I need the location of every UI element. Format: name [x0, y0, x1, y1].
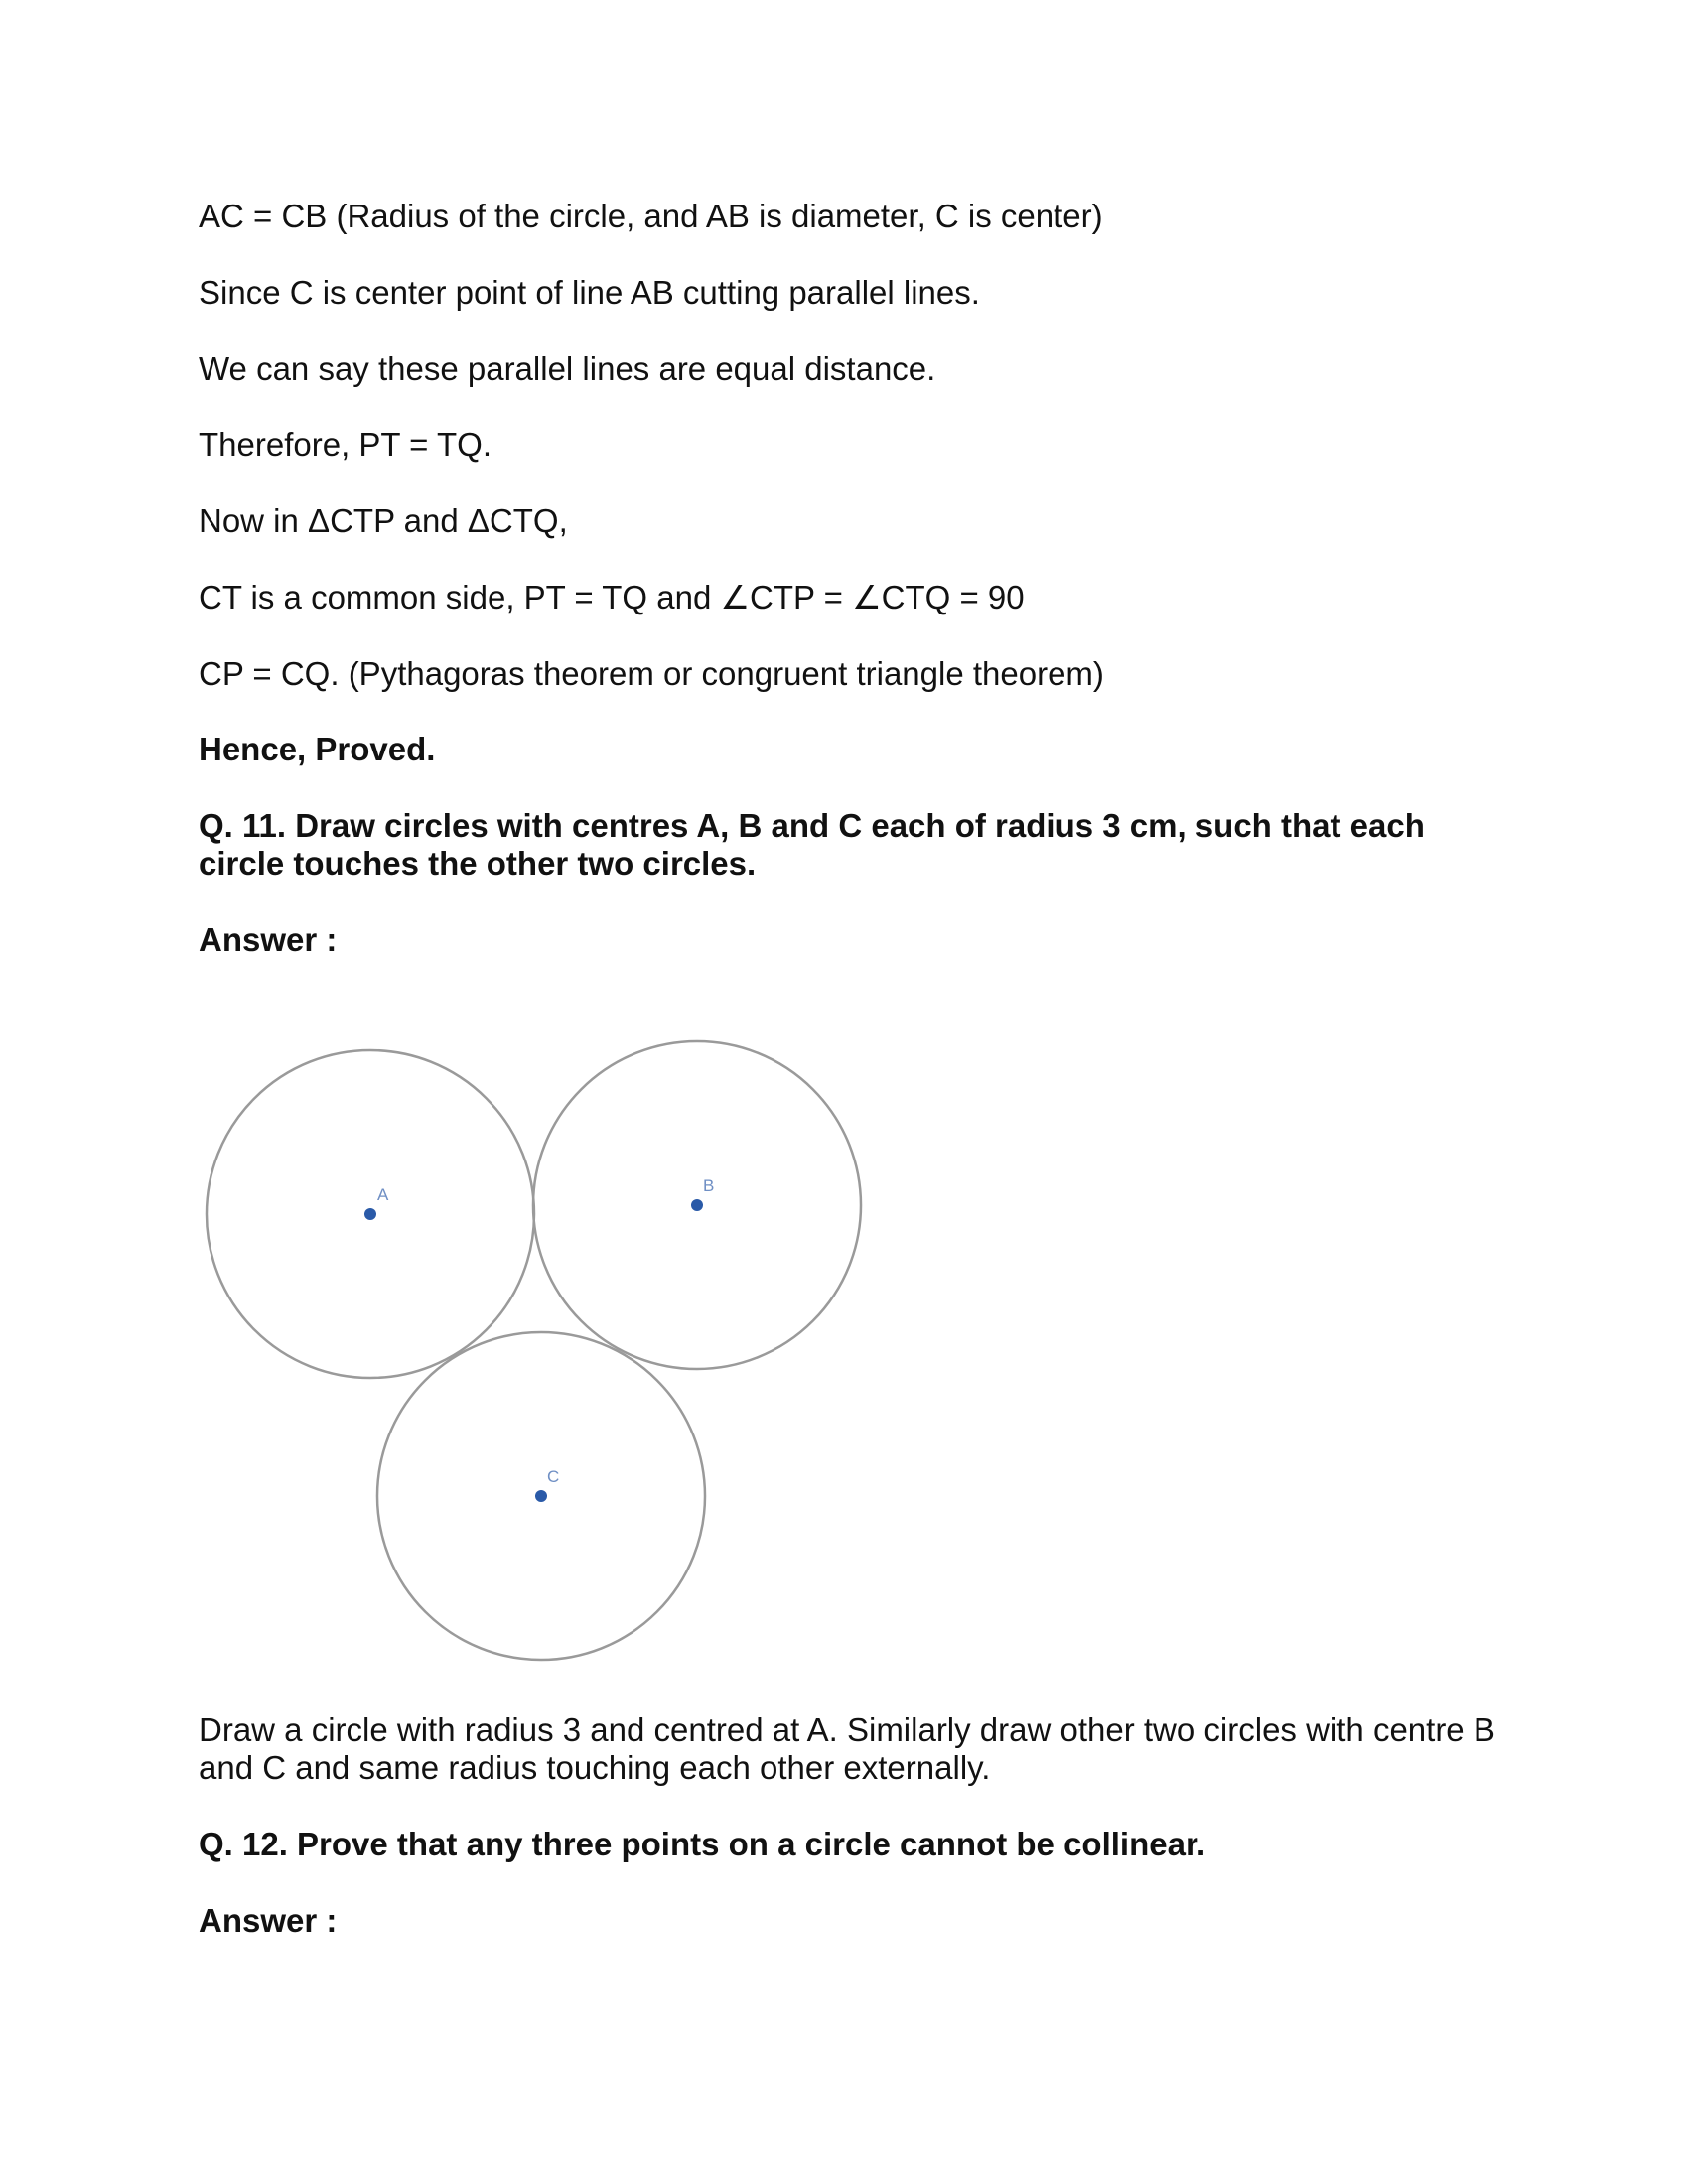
question-11: Q. 11. Draw circles with centres A, B and C each of radius 3 cm, such that each circle touches the other two circles.: [199, 807, 1425, 882]
label-a: A: [377, 1185, 389, 1204]
three-circles-figure: [189, 1023, 884, 1678]
circles-diagram: [189, 1023, 884, 1678]
proof-line-7: CP = CQ. (Pythagoras theorem or congruent triangle theorem): [199, 655, 1104, 692]
answer-label-11: Answer :: [199, 921, 338, 958]
proof-conclusion: Hence, Proved.: [199, 731, 436, 767]
proof-line-6: CT is a common side, PT = TQ and ∠CTP = ∠CTQ = 90: [199, 579, 1025, 615]
answer-label-12: Answer :: [199, 1902, 338, 1939]
proof-line-1: AC = CB (Radius of the circle, and AB is diameter, C is center): [199, 198, 1103, 234]
question-12: Q. 12. Prove that any three points on a circle cannot be collinear.: [199, 1826, 1206, 1862]
proof-line-5: Now in ΔCTP and ΔCTQ,: [199, 502, 568, 539]
center-point-a: [364, 1208, 376, 1220]
proof-line-4: Therefore, PT = TQ.: [199, 426, 492, 463]
label-b: B: [703, 1176, 715, 1195]
center-point-c: [535, 1490, 547, 1502]
center-point-b: [691, 1199, 703, 1211]
label-c: C: [547, 1467, 560, 1486]
proof-line-3: We can say these parallel lines are equal distance.: [199, 350, 936, 387]
proof-line-2: Since C is center point of line AB cutting parallel lines.: [199, 274, 980, 311]
answer-11-explanation: Draw a circle with radius 3 and centred at A. Similarly draw other two circles with centre B and C and same radius touching each other externally.: [199, 1711, 1495, 1786]
